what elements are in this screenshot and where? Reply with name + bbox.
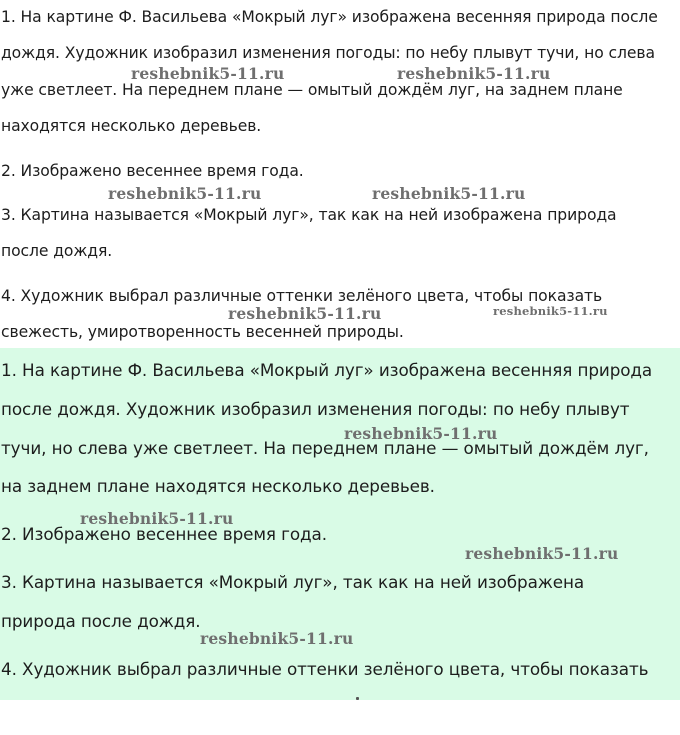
text-line: находятся несколько деревьев. [1,117,262,135]
watermark: reshebnik5-11.ru [80,509,234,528]
text-line: 4. Художник выбрал различные оттенки зелёного цвета, чтобы показать [1,659,649,679]
watermark: reshebnik5-11.ru [131,64,285,83]
text-line: после дождя. [1,242,113,260]
watermark: reshebnik5-11.ru [465,544,619,563]
text-line: после дождя. Художник изобразил изменения погоды: по небу плывут [1,399,630,419]
clipped-glyph [356,697,359,700]
text-line: 2. Изображено весеннее время года. [1,524,327,544]
text-line: дождя. Художник изобразил изменения погоды: по небу плывут тучи, но слева [1,44,655,62]
text-line: 2. Изображено весеннее время года. [1,162,304,180]
watermark: reshebnik5-11.ru [228,304,382,323]
text-line: на заднем плане находятся несколько деревьев. [1,476,435,496]
text-line: 1. На картине Ф. Васильева «Мокрый луг» изображена весенняя природа [1,360,653,380]
text-line: природа после дождя. [1,611,201,631]
text-line: 1. На картине Ф. Васильева «Мокрый луг» изображена весенняя природа после [1,8,658,26]
answer-block-plain [0,0,680,348]
watermark: reshebnik5-11.ru [200,629,354,648]
text-line: уже светлеет. На переднем плане — омытый дождём луг, на заднем плане [1,81,623,99]
watermark: reshebnik5-11.ru [397,64,551,83]
watermark: reshebnik5-11.ru [493,304,608,318]
text-line: 4. Художник выбрал различные оттенки зелёного цвета, чтобы показать [1,287,603,305]
text-line: свежесть, умиротворенность весенней природы. [1,323,404,341]
watermark: reshebnik5-11.ru [108,184,262,203]
text-line: тучи, но слева уже светлеет. На переднем плане — омытый дождём луг, [1,438,649,458]
watermark: reshebnik5-11.ru [344,424,498,443]
watermark: reshebnik5-11.ru [372,184,526,203]
text-line: 3. Картина называется «Мокрый луг», так как на ней изображена природа [1,206,617,224]
text-line: 3. Картина называется «Мокрый луг», так как на ней изображена [1,572,585,592]
